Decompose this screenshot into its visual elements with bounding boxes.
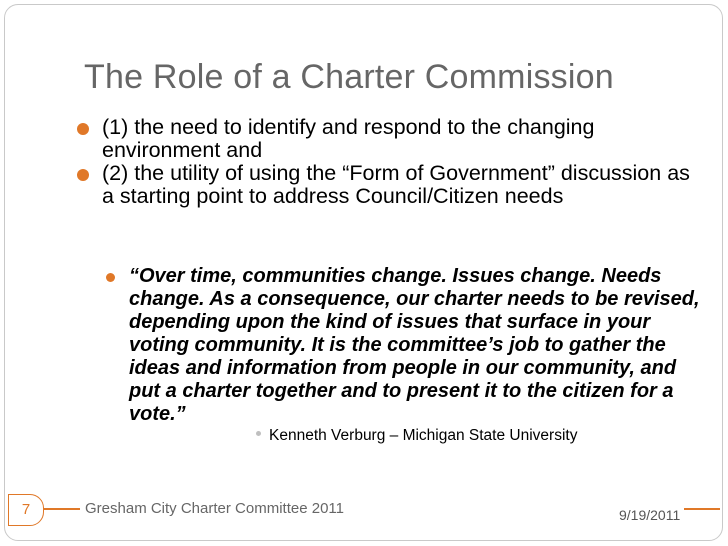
sub-bullet-item [105,265,705,426]
orange-bullet-icon [77,123,89,135]
footer-date: 9/19/2011 [619,507,681,523]
attribution-text: Kenneth Verburg – Michigan State University [269,427,578,444]
bullet-text: (1) the need to identify and respond to the changing environment and [102,115,595,162]
quote-text: “Over time, communities change. Issues change. Needs change. As a consequence, our charter needs to be revised, depending upon the kind of issues that surface in your voting community. It is the committee’s job to gather the ideas and information from people in our community, and put a charter together and to present it to the citizen for a vote.” [129,265,700,425]
bullet-item [75,116,705,162]
footer-text: Gresham City Charter Committee 2011 [85,500,344,517]
orange-bullet-icon [77,169,89,181]
bullet-text: (2) the utility of using the “Form of Government” discussion as a starting point to address Council/Citizen needs [102,161,690,208]
quote-attribution [256,427,577,445]
bullet-list [75,116,705,208]
footer-rule-right [684,508,720,510]
orange-bullet-icon [106,273,115,282]
gray-bullet-icon [256,431,261,436]
slide-number-tab [8,494,44,526]
slide-title: The Role of a Charter Commission [84,58,614,96]
footer-rule-left [44,508,80,510]
quote-block [105,265,705,426]
bullet-item [75,162,705,208]
slide-number: 7 [21,501,31,518]
